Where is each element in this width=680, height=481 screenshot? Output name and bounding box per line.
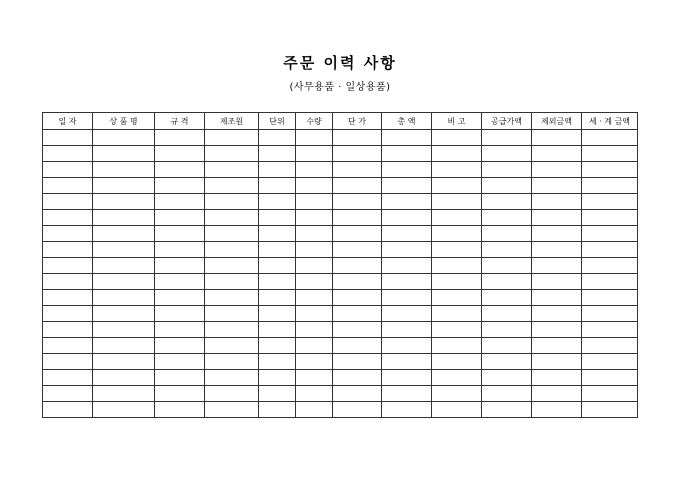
header-total-amount: 총 액	[382, 113, 432, 130]
header-remarks: 비 고	[432, 113, 482, 130]
table-cell[interactable]	[259, 306, 296, 322]
table-cell[interactable]	[155, 322, 205, 338]
table-cell[interactable]	[155, 354, 205, 370]
table-cell[interactable]	[333, 194, 382, 210]
table-cell[interactable]	[296, 322, 333, 338]
table-cell[interactable]	[532, 226, 582, 242]
table-cell[interactable]	[296, 194, 333, 210]
table-cell[interactable]	[382, 194, 432, 210]
table-cell[interactable]	[532, 130, 582, 146]
table-cell[interactable]	[582, 338, 638, 354]
table-cell[interactable]	[296, 290, 333, 306]
table-cell[interactable]	[333, 402, 382, 418]
table-cell[interactable]	[532, 194, 582, 210]
table-cell[interactable]	[432, 322, 482, 338]
table-cell[interactable]	[382, 306, 432, 322]
table-cell[interactable]	[333, 178, 382, 194]
table-cell[interactable]	[93, 162, 155, 178]
table-cell[interactable]	[43, 130, 93, 146]
table-cell[interactable]	[43, 402, 93, 418]
table-cell[interactable]	[582, 146, 638, 162]
table-cell[interactable]	[382, 210, 432, 226]
table-cell[interactable]	[43, 178, 93, 194]
table-row	[43, 130, 638, 146]
table-cell[interactable]	[259, 162, 296, 178]
table-cell[interactable]	[205, 306, 259, 322]
table-cell[interactable]	[296, 402, 333, 418]
table-cell[interactable]	[382, 386, 432, 402]
table-cell[interactable]	[93, 290, 155, 306]
header-manufacturer: 제조원	[205, 113, 259, 130]
table-cell[interactable]	[482, 322, 532, 338]
table-cell[interactable]	[582, 370, 638, 386]
table-cell[interactable]	[582, 354, 638, 370]
table-body	[43, 130, 638, 418]
table-cell[interactable]	[43, 386, 93, 402]
table-cell[interactable]	[582, 242, 638, 258]
header-excluded-amount: 제외금액	[532, 113, 582, 130]
table-cell[interactable]	[532, 306, 582, 322]
table-cell[interactable]	[93, 194, 155, 210]
table-cell[interactable]	[532, 402, 582, 418]
table-row	[43, 370, 638, 386]
table-cell[interactable]	[382, 354, 432, 370]
table-cell[interactable]	[432, 242, 482, 258]
table-cell[interactable]	[582, 210, 638, 226]
table-cell[interactable]	[259, 146, 296, 162]
table-cell[interactable]	[205, 210, 259, 226]
table-cell[interactable]	[205, 242, 259, 258]
table-cell[interactable]	[482, 162, 532, 178]
table-row	[43, 290, 638, 306]
table-cell[interactable]	[93, 146, 155, 162]
table-cell[interactable]	[482, 146, 532, 162]
table-cell[interactable]	[333, 130, 382, 146]
table-cell[interactable]	[382, 162, 432, 178]
table-cell[interactable]	[205, 258, 259, 274]
table-cell[interactable]	[532, 370, 582, 386]
table-cell[interactable]	[43, 370, 93, 386]
table-cell[interactable]	[296, 338, 333, 354]
table-cell[interactable]	[296, 354, 333, 370]
table-cell[interactable]	[432, 402, 482, 418]
table-cell[interactable]	[333, 306, 382, 322]
table-cell[interactable]	[482, 306, 532, 322]
table-row	[43, 386, 638, 402]
table-cell[interactable]	[43, 290, 93, 306]
table-cell[interactable]	[155, 226, 205, 242]
table-cell[interactable]	[205, 354, 259, 370]
table-cell[interactable]	[93, 370, 155, 386]
document-subtitle: (사무용품 · 일상용품)	[289, 82, 391, 93]
table-cell[interactable]	[532, 354, 582, 370]
table-cell[interactable]	[482, 338, 532, 354]
table-cell[interactable]	[382, 370, 432, 386]
table-row	[43, 306, 638, 322]
table-cell[interactable]	[93, 306, 155, 322]
table-cell[interactable]	[333, 290, 382, 306]
table-cell[interactable]	[155, 370, 205, 386]
table-cell[interactable]	[333, 370, 382, 386]
table-cell[interactable]	[582, 322, 638, 338]
table-cell[interactable]	[296, 370, 333, 386]
table-cell[interactable]	[205, 194, 259, 210]
table-cell[interactable]	[93, 354, 155, 370]
table-cell[interactable]	[296, 306, 333, 322]
table-cell[interactable]	[155, 290, 205, 306]
table-cell[interactable]	[259, 130, 296, 146]
table-cell[interactable]	[582, 306, 638, 322]
table-cell[interactable]	[482, 386, 532, 402]
document-title: 주문 이력 사항	[283, 54, 397, 72]
table-cell[interactable]	[532, 274, 582, 290]
table-cell[interactable]	[93, 226, 155, 242]
table-cell[interactable]	[482, 130, 532, 146]
header-supply-value: 공급가액	[482, 113, 532, 130]
table-cell[interactable]	[296, 210, 333, 226]
table-cell[interactable]	[155, 274, 205, 290]
table-cell[interactable]	[205, 402, 259, 418]
table-cell[interactable]	[259, 210, 296, 226]
table-cell[interactable]	[532, 178, 582, 194]
table-cell[interactable]	[155, 306, 205, 322]
table-cell[interactable]	[432, 178, 482, 194]
table-cell[interactable]	[43, 146, 93, 162]
table-cell[interactable]	[432, 274, 482, 290]
table-cell[interactable]	[482, 226, 532, 242]
table-cell[interactable]	[333, 322, 382, 338]
table-cell[interactable]	[43, 210, 93, 226]
table-cell[interactable]	[43, 194, 93, 210]
table-cell[interactable]	[43, 306, 93, 322]
table-cell[interactable]	[155, 386, 205, 402]
table-cell[interactable]	[432, 338, 482, 354]
table-row	[43, 178, 638, 194]
table-cell[interactable]	[205, 370, 259, 386]
header-date: 일 자	[43, 113, 93, 130]
table-cell[interactable]	[333, 226, 382, 242]
table-cell[interactable]	[259, 274, 296, 290]
table-cell[interactable]	[532, 258, 582, 274]
table-cell[interactable]	[482, 354, 532, 370]
table-cell[interactable]	[296, 130, 333, 146]
table-header-row	[43, 113, 638, 130]
table-cell[interactable]	[205, 386, 259, 402]
table-row	[43, 338, 638, 354]
table-cell[interactable]	[582, 194, 638, 210]
table-row	[43, 194, 638, 210]
table-cell[interactable]	[382, 258, 432, 274]
table-cell[interactable]	[296, 146, 333, 162]
table-cell[interactable]	[532, 210, 582, 226]
table-cell[interactable]	[93, 242, 155, 258]
table-cell[interactable]	[259, 178, 296, 194]
table-cell[interactable]	[93, 178, 155, 194]
table-cell[interactable]	[333, 386, 382, 402]
table-cell[interactable]	[382, 322, 432, 338]
table-cell[interactable]	[155, 258, 205, 274]
table-cell[interactable]	[43, 322, 93, 338]
table-cell[interactable]	[482, 210, 532, 226]
table-cell[interactable]	[259, 258, 296, 274]
table-cell[interactable]	[155, 130, 205, 146]
table-cell[interactable]	[296, 178, 333, 194]
table-cell[interactable]	[205, 226, 259, 242]
table-cell[interactable]	[482, 178, 532, 194]
table-cell[interactable]	[155, 242, 205, 258]
table-cell[interactable]	[432, 354, 482, 370]
table-cell[interactable]	[155, 178, 205, 194]
table-cell[interactable]	[382, 290, 432, 306]
table-cell[interactable]	[582, 178, 638, 194]
table-cell[interactable]	[296, 162, 333, 178]
table-cell[interactable]	[582, 290, 638, 306]
table-cell[interactable]	[93, 274, 155, 290]
table-cell[interactable]	[582, 386, 638, 402]
table-row	[43, 402, 638, 418]
table-cell[interactable]	[205, 338, 259, 354]
table-cell[interactable]	[432, 194, 482, 210]
table-cell[interactable]	[382, 274, 432, 290]
table-cell[interactable]	[93, 338, 155, 354]
table-row	[43, 242, 638, 258]
table-row	[43, 322, 638, 338]
table-cell[interactable]	[205, 162, 259, 178]
table-cell[interactable]	[155, 210, 205, 226]
table-cell[interactable]	[155, 146, 205, 162]
table-cell[interactable]	[582, 402, 638, 418]
table-cell[interactable]	[382, 242, 432, 258]
header-specification: 규 격	[155, 113, 205, 130]
table-cell[interactable]	[432, 306, 482, 322]
table-cell[interactable]	[582, 162, 638, 178]
order-history-table	[42, 112, 638, 418]
table-cell[interactable]	[582, 258, 638, 274]
table-cell[interactable]	[296, 242, 333, 258]
table-cell[interactable]	[93, 130, 155, 146]
header-tax-total-amount: 세 · 계 금액	[582, 113, 638, 130]
table-cell[interactable]	[532, 162, 582, 178]
table-cell[interactable]	[259, 194, 296, 210]
table-cell[interactable]	[259, 338, 296, 354]
table-cell[interactable]	[205, 322, 259, 338]
table-cell[interactable]	[93, 258, 155, 274]
table-cell[interactable]	[482, 242, 532, 258]
table-cell[interactable]	[333, 338, 382, 354]
table-cell[interactable]	[382, 402, 432, 418]
table-cell[interactable]	[532, 386, 582, 402]
table-cell[interactable]	[482, 402, 532, 418]
table-cell[interactable]	[259, 242, 296, 258]
table-cell[interactable]	[432, 130, 482, 146]
table-cell[interactable]	[482, 290, 532, 306]
table-cell[interactable]	[333, 162, 382, 178]
table-cell[interactable]	[259, 322, 296, 338]
table-cell[interactable]	[259, 354, 296, 370]
table-cell[interactable]	[432, 386, 482, 402]
table-cell[interactable]	[382, 226, 432, 242]
table-row	[43, 258, 638, 274]
table-cell[interactable]	[93, 210, 155, 226]
table-cell[interactable]	[259, 402, 296, 418]
table-cell[interactable]	[333, 146, 382, 162]
table-cell[interactable]	[482, 370, 532, 386]
table-cell[interactable]	[155, 402, 205, 418]
table-cell[interactable]	[43, 258, 93, 274]
table-cell[interactable]	[382, 146, 432, 162]
table-cell[interactable]	[333, 210, 382, 226]
table-cell[interactable]	[93, 322, 155, 338]
table-cell[interactable]	[482, 274, 532, 290]
table-cell[interactable]	[333, 274, 382, 290]
table-cell[interactable]	[296, 274, 333, 290]
table-cell[interactable]	[432, 258, 482, 274]
table-cell[interactable]	[205, 290, 259, 306]
table-cell[interactable]	[333, 354, 382, 370]
header-quantity: 수량	[296, 113, 333, 130]
table-cell[interactable]	[205, 274, 259, 290]
table-cell[interactable]	[432, 290, 482, 306]
table-cell[interactable]	[532, 146, 582, 162]
table-row	[43, 226, 638, 242]
table-cell[interactable]	[432, 146, 482, 162]
table-cell[interactable]	[532, 242, 582, 258]
table-cell[interactable]	[333, 242, 382, 258]
table-cell[interactable]	[532, 290, 582, 306]
table-cell[interactable]	[432, 226, 482, 242]
table-cell[interactable]	[482, 258, 532, 274]
table-cell[interactable]	[582, 274, 638, 290]
header-unit-price: 단 가	[333, 113, 382, 130]
table-cell[interactable]	[582, 226, 638, 242]
table-cell[interactable]	[43, 274, 93, 290]
table-cell[interactable]	[259, 370, 296, 386]
table-cell[interactable]	[259, 290, 296, 306]
table-row	[43, 146, 638, 162]
table-cell[interactable]	[432, 162, 482, 178]
table-cell[interactable]	[259, 386, 296, 402]
table-cell[interactable]	[205, 146, 259, 162]
table-cell[interactable]	[43, 162, 93, 178]
table-row	[43, 162, 638, 178]
table-cell[interactable]	[43, 354, 93, 370]
table-cell[interactable]	[333, 258, 382, 274]
table-cell[interactable]	[532, 322, 582, 338]
table-cell[interactable]	[296, 258, 333, 274]
table-cell[interactable]	[155, 162, 205, 178]
header-product-name: 상 품 명	[93, 113, 155, 130]
table-cell[interactable]	[205, 178, 259, 194]
table-cell[interactable]	[382, 130, 432, 146]
table-cell[interactable]	[296, 386, 333, 402]
table-cell[interactable]	[582, 130, 638, 146]
table-cell[interactable]	[296, 226, 333, 242]
table-cell[interactable]	[155, 338, 205, 354]
table-cell[interactable]	[43, 226, 93, 242]
table-cell[interactable]	[93, 386, 155, 402]
table-cell[interactable]	[259, 226, 296, 242]
table-cell[interactable]	[432, 210, 482, 226]
table-cell[interactable]	[382, 338, 432, 354]
table-cell[interactable]	[382, 178, 432, 194]
table-cell[interactable]	[155, 194, 205, 210]
header-unit: 단위	[259, 113, 296, 130]
table-cell[interactable]	[532, 338, 582, 354]
table-row	[43, 274, 638, 290]
table-cell[interactable]	[482, 194, 532, 210]
table-cell[interactable]	[432, 370, 482, 386]
table-cell[interactable]	[43, 338, 93, 354]
table-cell[interactable]	[205, 130, 259, 146]
table-cell[interactable]	[43, 242, 93, 258]
table-row	[43, 210, 638, 226]
table-cell[interactable]	[93, 402, 155, 418]
table-row	[43, 354, 638, 370]
